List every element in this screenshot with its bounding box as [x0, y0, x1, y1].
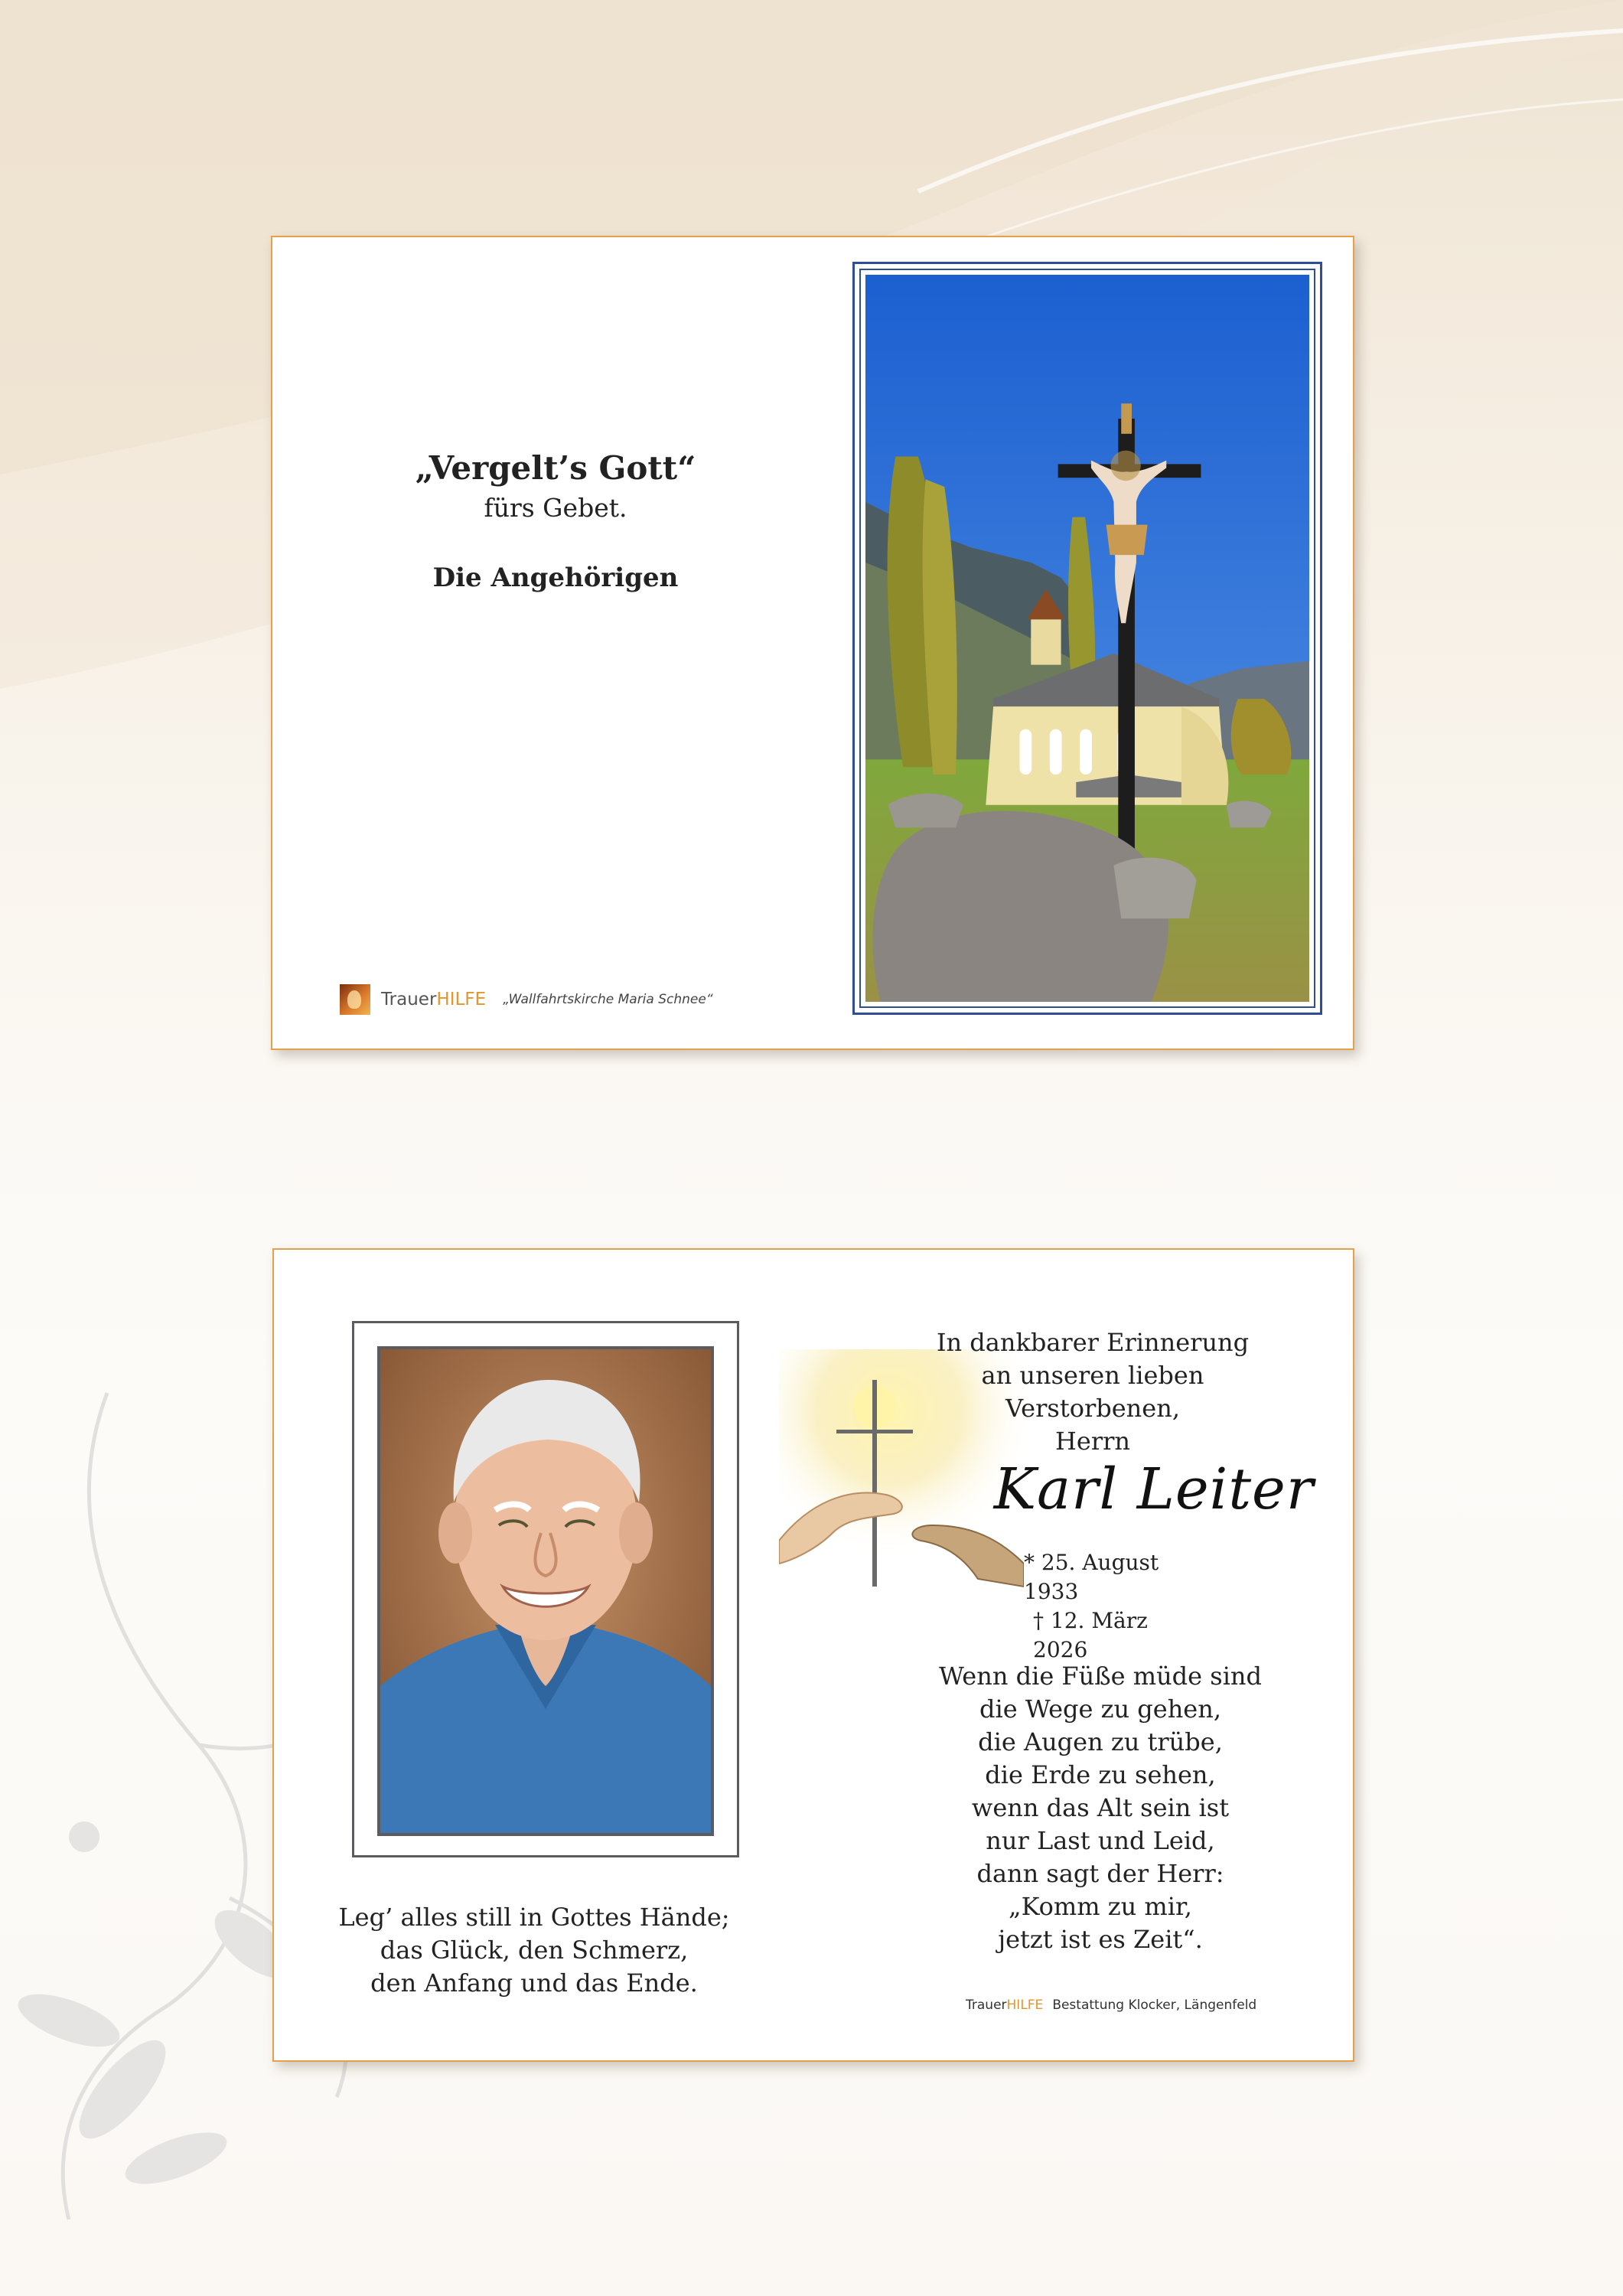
memorial-card	[272, 1248, 1354, 2062]
thank-you-subtitle: fürs Gebet.	[484, 493, 627, 523]
thank-you-card	[271, 236, 1354, 1050]
poem-right: Wenn die Füße müde sind die Wege zu gehen, die Augen zu trübe, die Erde zu sehen, wenn das Alt sein ist nur Last und Leid, dann sagt der Herr: „Komm zu mir, jetzt ist es Zeit“.	[938, 1662, 1263, 1954]
funeral-home: Bestattung Klocker, Längenfeld	[1052, 1998, 1257, 2013]
thank-you-signature: Die Angehörigen	[432, 563, 679, 593]
thank-you-title: „Vergelt’s Gott“	[415, 449, 696, 487]
portrait-frame	[352, 1321, 739, 1857]
brand-name: TrauerHILFE	[381, 990, 487, 1009]
birth-date: * 25. August 1933	[1024, 1550, 1159, 1604]
chapel-crucifix-photo	[865, 275, 1309, 1002]
trauerhilfe-logo-icon	[340, 984, 370, 1015]
death-date: † 12. März 2026	[1033, 1608, 1148, 1662]
photo-caption: „Wallfahrtskirche Maria Schnee“	[503, 992, 713, 1007]
life-dates	[1009, 1548, 1207, 1665]
chapel-photo-frame	[852, 262, 1322, 1015]
brand-name: TrauerHILFE	[966, 1998, 1044, 2013]
card-footer-bottom	[966, 1998, 1256, 2013]
poem-left: Leg’ alles still in Gottes Hände; das Glück, den Schmerz, den Anfang und das Ende.	[338, 1903, 730, 1998]
deceased-name: Karl Leiter	[993, 1456, 1315, 1522]
portrait-photo	[380, 1349, 711, 1833]
memorial-intro: In dankbarer Erinnerung an unseren lieben Verstorbenen, Herrn	[936, 1328, 1250, 1456]
card-footer	[340, 983, 713, 1016]
